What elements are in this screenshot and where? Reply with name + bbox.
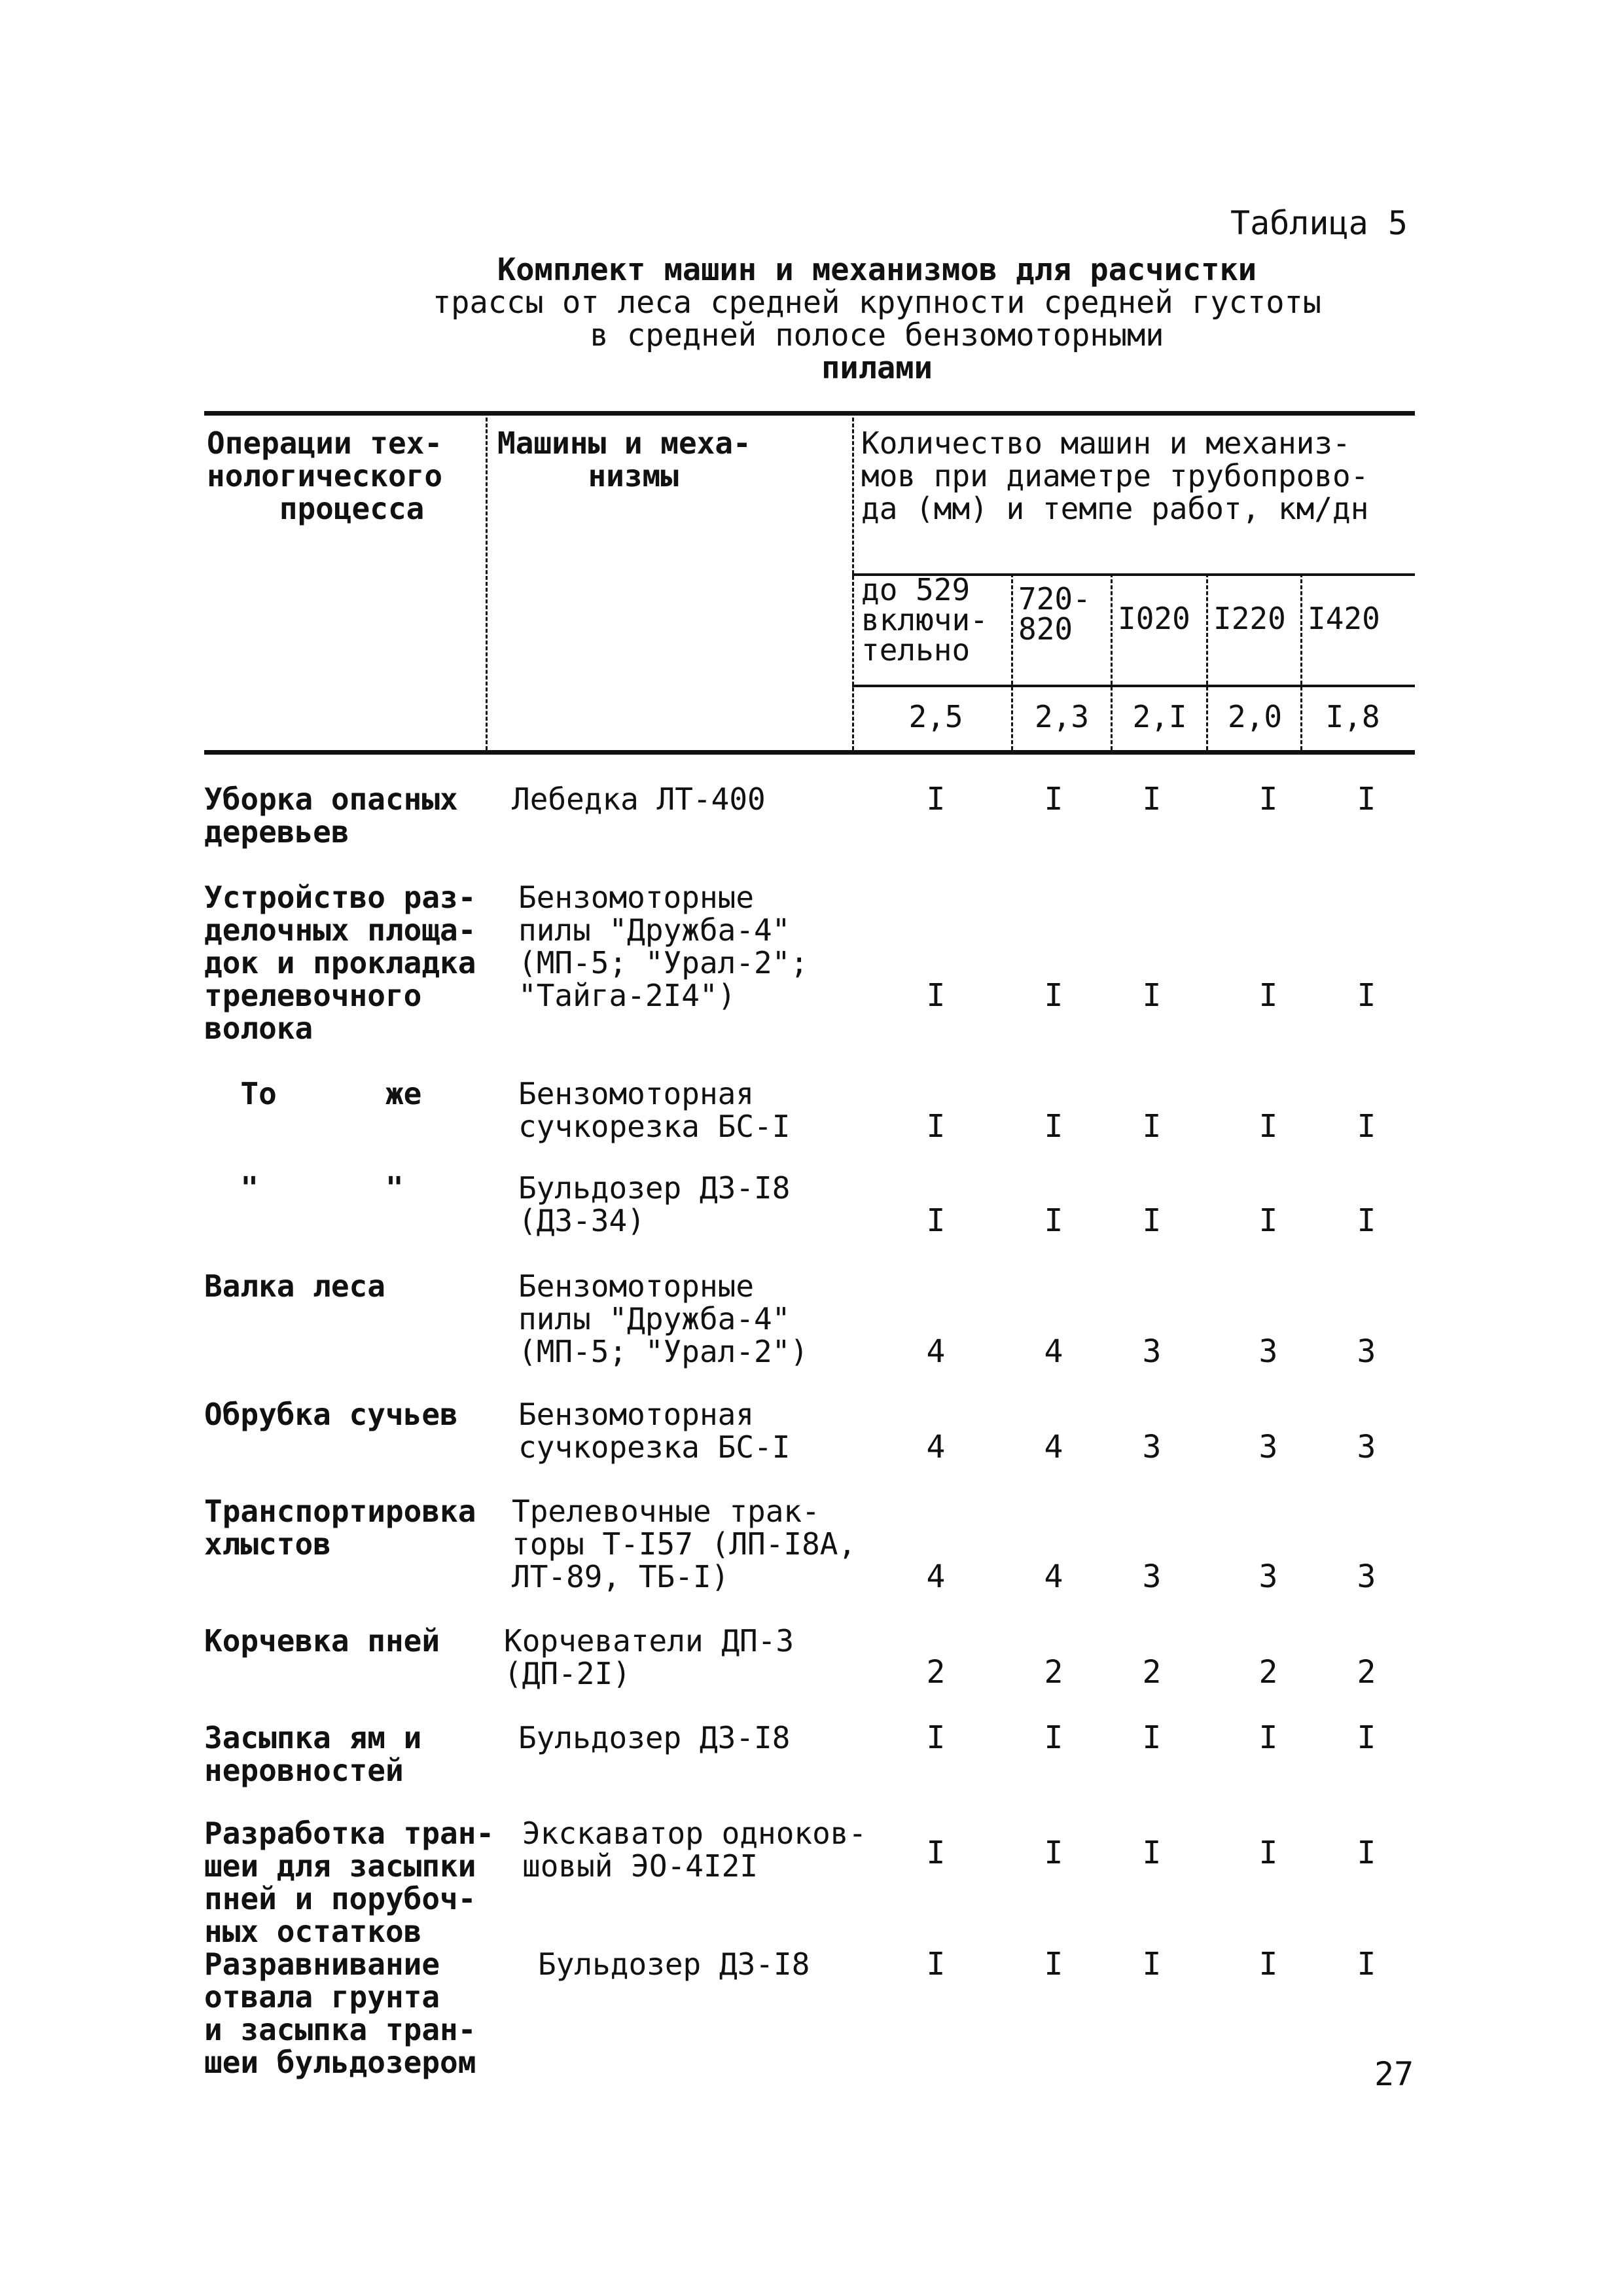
value-cell: I [1258, 781, 1278, 817]
operation-cell: Обрубка сучьев [204, 1397, 458, 1432]
value-cell: I [1258, 977, 1278, 1014]
header-tempo: I,8 [1325, 699, 1380, 734]
header-bottom-rule [204, 750, 1415, 755]
operation-cell: Разработка тран- шеи для засыпки пней и порубоч- ных остатков [204, 1816, 495, 1949]
table-title [366, 254, 1387, 385]
title-line: трассы от леса средней крупности средней густоты [432, 285, 1322, 321]
machine-cell: Трелевочные трак- торы Т-I57 (ЛП-I8А, ЛТ-89, ТБ-I) [512, 1494, 857, 1594]
value-cell: 3 [1357, 1558, 1376, 1595]
value-cell: 2 [1044, 1654, 1063, 1691]
operation-cell: Разравнивание отвала грунта и засыпка тран- шеи бульдозером [204, 1946, 476, 2080]
title-line: в средней полосе бензомоторными [590, 317, 1164, 353]
header-tempo: 2,0 [1227, 699, 1283, 734]
value-cell: 4 [926, 1333, 946, 1370]
value-cell: 4 [926, 1429, 946, 1465]
value-cell: I [1258, 1108, 1278, 1145]
value-cell: 3 [1357, 1333, 1376, 1370]
machine-cell: Бензомоторная сучкорезка БС-I [518, 1076, 791, 1144]
title-line: пилами [821, 350, 933, 386]
operation-cell: Засыпка ям и неровностей [204, 1720, 422, 1788]
operation-cell: Уборка опасных деревьев [204, 781, 458, 850]
value-cell: 3 [1357, 1429, 1376, 1465]
machine-cell: Бензомоторные пилы "Дружба-4" (МП-5; "Урал-2") [518, 1268, 809, 1369]
value-cell: I [1357, 781, 1376, 817]
value-cell: I [1357, 1719, 1376, 1756]
value-cell: I [1044, 781, 1063, 817]
operation-cell: " " [204, 1170, 404, 1206]
header-divider [852, 418, 854, 750]
value-cell: I [1258, 1202, 1278, 1239]
value-cell: 3 [1142, 1429, 1162, 1465]
value-cell: 4 [1044, 1429, 1063, 1465]
header-quantity: Количество машин и механиз- мов при диаметре трубопрово- да (мм) и темпе работ, км/дн [861, 425, 1369, 526]
value-cell: 4 [1044, 1558, 1063, 1595]
value-cell: I [1258, 1719, 1278, 1756]
header-divider [1300, 573, 1302, 750]
value-cell: I [926, 1202, 946, 1239]
header-machines: Машины и меха- низмы [497, 425, 751, 493]
operation-cell: То же [204, 1076, 422, 1111]
value-cell: I [926, 1108, 946, 1145]
value-cell: 2 [1357, 1654, 1376, 1691]
machine-cell: Лебедка ЛТ-400 [512, 781, 766, 817]
title-line: Комплект машин и механизмов для расчистки [497, 252, 1257, 288]
value-cell: I [1044, 1835, 1063, 1871]
value-cell: I [1258, 1835, 1278, 1871]
operation-cell: Валка леса [204, 1268, 385, 1304]
value-cell: I [926, 977, 946, 1014]
value-cell: 2 [1142, 1654, 1162, 1691]
value-cell: 4 [926, 1558, 946, 1595]
value-cell: 2 [926, 1654, 946, 1691]
header-divider [1011, 573, 1013, 750]
value-cell: I [1142, 1202, 1162, 1239]
machine-cell: Корчеватели ДП-3 (ДП-2I) [504, 1623, 794, 1691]
value-cell: I [1044, 977, 1063, 1014]
value-cell: I [1142, 1719, 1162, 1756]
machine-cell: Бульдозер ДЗ-I8 [538, 1946, 810, 1982]
header-tempo-rule [852, 685, 1415, 687]
value-cell: 3 [1258, 1558, 1278, 1595]
page-number: 27 [1374, 2055, 1414, 2093]
header-diameter: I220 [1213, 601, 1286, 636]
value-cell: I [1357, 1946, 1376, 1982]
value-cell: I [1044, 1202, 1063, 1239]
value-cell: 3 [1142, 1333, 1162, 1370]
value-cell: I [1142, 781, 1162, 817]
table-label: Таблица 5 [1230, 204, 1408, 242]
value-cell: I [1044, 1719, 1063, 1756]
header-diameter: I420 [1308, 601, 1380, 636]
value-cell: I [1258, 1946, 1278, 1982]
machine-cell: Бульдозер ДЗ-I8 [518, 1720, 791, 1755]
value-cell: 3 [1258, 1333, 1278, 1370]
operation-cell: Корчевка пней [204, 1623, 440, 1659]
value-cell: I [926, 1946, 946, 1982]
machine-cell: Экскаватор одноков- шовый ЭО-4I2I [522, 1816, 867, 1884]
header-tempo: 2,3 [1034, 699, 1090, 734]
value-cell: I [926, 1719, 946, 1756]
value-cell: 4 [1044, 1333, 1063, 1370]
value-cell: I [1142, 977, 1162, 1014]
value-cell: 3 [1258, 1429, 1278, 1465]
table-top-rule [204, 411, 1415, 416]
value-cell: I [1142, 1108, 1162, 1145]
header-operations: Операции тех- нологического процесса [207, 425, 443, 526]
value-cell: I [1142, 1946, 1162, 1982]
value-cell: 2 [1258, 1654, 1278, 1691]
value-cell: I [1357, 977, 1376, 1014]
value-cell: I [1044, 1108, 1063, 1145]
header-divider [486, 418, 488, 750]
header-divider [1206, 573, 1208, 750]
header-tempo: 2,5 [908, 699, 963, 734]
machine-cell: Бульдозер ДЗ-I8 (ДЗ-34) [518, 1170, 791, 1238]
header-diameter: I020 [1118, 601, 1190, 636]
value-cell: 3 [1142, 1558, 1162, 1595]
value-cell: I [1357, 1108, 1376, 1145]
value-cell: I [926, 1835, 946, 1871]
operation-cell: Транспортировка хлыстов [204, 1494, 476, 1562]
machine-cell: Бензомоторные пилы "Дружба-4" (МП-5; "Урал-2"; "Тайга-2I4") [518, 880, 809, 1013]
value-cell: I [1357, 1202, 1376, 1239]
value-cell: I [1357, 1835, 1376, 1871]
operation-cell: Устройство раз- делочных площа- док и прокладка трелевочного волока [204, 880, 476, 1046]
header-divider [1111, 573, 1113, 750]
header-diameter: до 529 включи- тельно [861, 572, 988, 668]
value-cell: I [1142, 1835, 1162, 1871]
header-tempo: 2,I [1132, 699, 1187, 734]
value-cell: I [1044, 1946, 1063, 1982]
value-cell: I [926, 781, 946, 817]
header-diameter: 720- 820 [1018, 581, 1091, 647]
machine-cell: Бензомоторная сучкорезка БС-I [518, 1397, 791, 1465]
